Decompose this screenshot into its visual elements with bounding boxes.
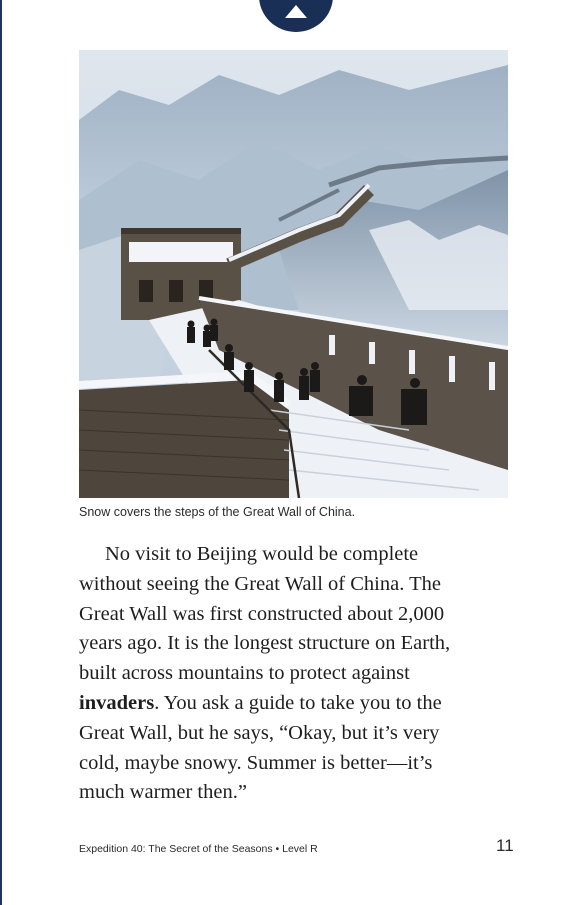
paragraph-text: . You ask a guide to take you to the: [154, 691, 442, 714]
scroll-up-button[interactable]: [259, 0, 333, 32]
great-wall-photo: [79, 50, 508, 498]
paragraph-line: No visit to Beijing would be complete: [105, 543, 419, 565]
triangle-up-icon: [285, 5, 307, 18]
photo-caption: Snow covers the steps of the Great Wall of China.: [79, 505, 356, 519]
paragraph-line: Great Wall was first constructed about 2,000: [79, 602, 445, 625]
paragraph-line: [79, 689, 519, 719]
book-footer: Expedition 40: The Secret of the Seasons • Level R: [79, 843, 318, 855]
paragraph-line: cold, maybe snowy. Summer is better—it’s: [79, 751, 433, 774]
page-edge: [0, 0, 2, 905]
paragraph-line: much warmer then.”: [79, 781, 247, 804]
paragraph-line: built across mountains to protect against: [79, 662, 410, 685]
paragraph-line: without seeing the Great Wall of China. The: [79, 572, 441, 595]
page-number: 11: [496, 836, 514, 855]
vocabulary-word[interactable]: invaders: [79, 691, 155, 714]
paragraph-line: Great Wall, but he says, “Okay, but it’s very: [79, 721, 440, 744]
body-paragraph: [79, 540, 519, 808]
paragraph-line: years ago. It is the longest structure on Earth,: [79, 632, 451, 655]
